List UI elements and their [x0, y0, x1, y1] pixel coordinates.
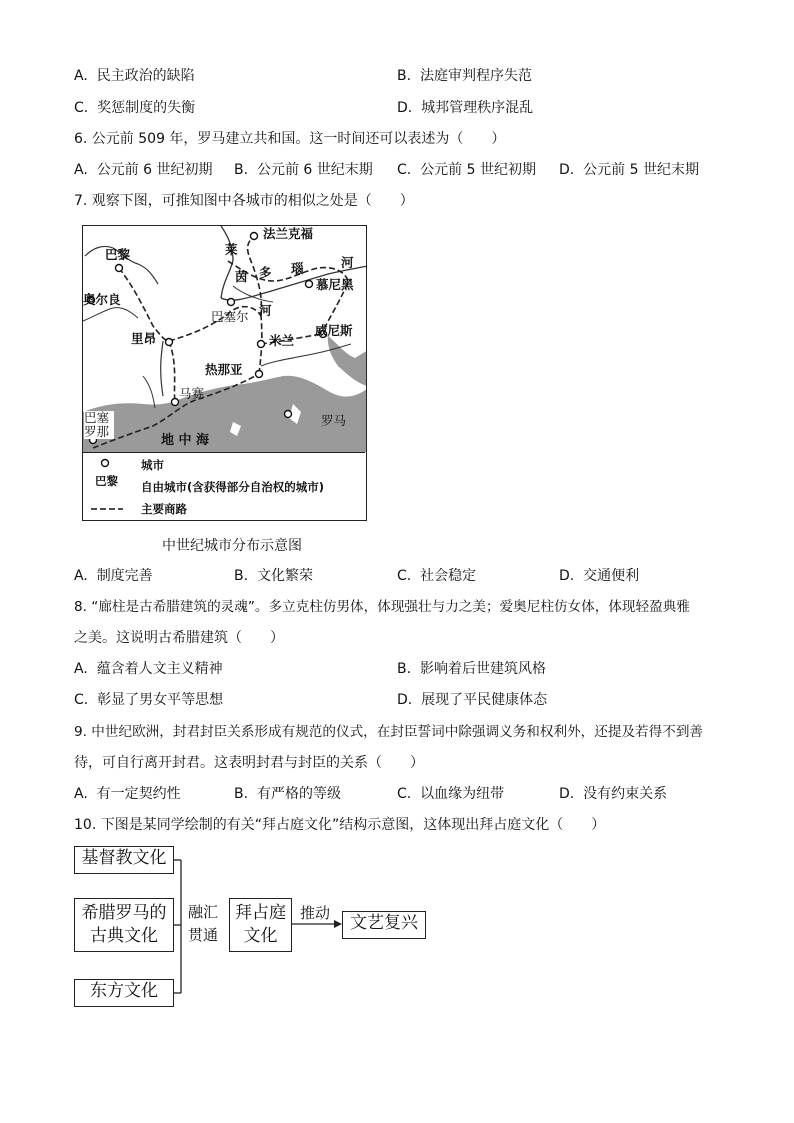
river-label: 瑙	[291, 261, 304, 276]
river-label: 茵	[235, 269, 248, 284]
medieval-city-map	[82, 225, 367, 521]
q6-stem: 6. 公元前 509 年，罗马建立共和国。这一时间还可以表述为（ ）	[74, 131, 506, 147]
sea-label: 地 中 海	[161, 433, 210, 448]
city-label: 马赛	[179, 386, 205, 401]
label-merge	[188, 901, 218, 947]
city-label: 热那亚	[205, 362, 243, 377]
label-push: 推动	[300, 904, 331, 922]
map-caption: 中世纪城市分布示意图	[162, 538, 302, 554]
q8-stem-line1: 8. “廊柱是古希腊建筑的灵魂”。多立克柱仿男体，体现强壮与力之美；爱奥尼柱仿女体，体现轻盈典雅	[74, 599, 690, 615]
box-byzantine-line2: 文化	[243, 926, 278, 946]
legend-free-city-sample: 巴黎	[95, 474, 118, 488]
box-christian-culture: 基督教文化	[74, 846, 174, 874]
box-byzantine-culture	[229, 898, 292, 952]
q6-option-b[interactable]: B. 公元前 6 世纪末期	[234, 162, 373, 178]
q5-option-b[interactable]: B. 法庭审判程序失范	[397, 68, 532, 84]
river-label: 河	[341, 255, 354, 270]
label-merge-line2: 贯通	[188, 926, 219, 944]
q6-option-c[interactable]: C. 公元前 5 世纪初期	[397, 162, 536, 178]
q7-stem: 7. 观察下图，可推知图中各城市的相似之处是（ ）	[74, 193, 414, 209]
box-classical-line2: 古典文化	[90, 926, 158, 946]
q7-option-d[interactable]: D. 交通便利	[559, 568, 640, 584]
q6-option-a[interactable]: A. 公元前 6 世纪初期	[74, 162, 213, 178]
city-label: 里昂	[131, 331, 157, 346]
city-label: 法兰克福	[263, 226, 314, 241]
q8-option-b[interactable]: B. 影响着后世建筑风格	[397, 661, 546, 677]
q5-option-d[interactable]: D. 城邦管理秩序混乱	[397, 100, 534, 116]
city-label: 巴黎	[105, 247, 131, 262]
river-label: 莱	[225, 242, 238, 257]
box-classical-culture	[74, 898, 174, 952]
q8-option-c[interactable]: C. 彰显了男女平等思想	[74, 692, 224, 708]
city-label: 巴塞尔	[211, 309, 249, 324]
q8-option-a[interactable]: A. 蕴含着人文主义精神	[74, 661, 223, 677]
legend-free-city: 自由城市(含获得部分自治权的城市)	[141, 480, 325, 494]
legend-city: 城市	[141, 458, 164, 472]
q7-option-b[interactable]: B. 文化繁荣	[234, 568, 313, 584]
label-merge-line1: 融汇	[188, 903, 219, 921]
q8-stem-line2: 之美。这说明古希腊建筑（ ）	[74, 630, 284, 646]
q5-option-a[interactable]: A. 民主政治的缺陷	[74, 68, 195, 84]
river-label: 多	[259, 265, 272, 280]
city-label: 米兰	[269, 333, 295, 348]
river-label: 河	[259, 303, 272, 318]
q6-option-d[interactable]: D. 公元前 5 世纪末期	[559, 162, 699, 178]
q9-stem-line2: 待，可自行离开封君。这表明封君与封臣的关系（ ）	[74, 755, 424, 771]
q7-option-a[interactable]: A. 制度完善	[74, 568, 153, 584]
q5-option-c[interactable]: C. 奖惩制度的失衡	[74, 100, 196, 116]
q9-option-b[interactable]: B. 有严格的等级	[234, 786, 341, 802]
city-label: 罗马	[321, 413, 347, 428]
city-label: 慕尼黑	[316, 277, 354, 292]
box-byzantine-line1: 拜占庭	[235, 903, 286, 923]
q9-stem-line1: 9. 中世纪欧洲，封君封臣关系形成有规范的仪式，在封臣誓词中除强调义务和权利外，还提及若得不到善	[74, 724, 704, 740]
q9-option-a[interactable]: A. 有一定契约性	[74, 786, 181, 802]
q8-option-d[interactable]: D. 展现了平民健康体态	[397, 692, 548, 708]
city-label: 巴塞罗那	[84, 411, 114, 439]
city-label: 威尼斯	[315, 323, 353, 338]
q10-stem: 10. 下图是某同学绘制的有关“拜占庭文化”结构示意图，这体现出拜占庭文化（ ）	[74, 817, 606, 833]
q9-option-c[interactable]: C. 以血缘为纽带	[397, 786, 505, 802]
box-eastern-culture: 东方文化	[74, 979, 174, 1007]
map-legend	[83, 452, 365, 521]
box-renaissance: 文艺复兴	[342, 911, 426, 939]
q7-option-c[interactable]: C. 社会稳定	[397, 568, 477, 584]
q9-option-d[interactable]: D. 没有约束关系	[559, 786, 668, 802]
box-classical-line1: 希腊罗马的	[81, 903, 167, 923]
city-label: 奥尔良	[83, 292, 121, 307]
legend-route: 主要商路	[141, 502, 187, 516]
